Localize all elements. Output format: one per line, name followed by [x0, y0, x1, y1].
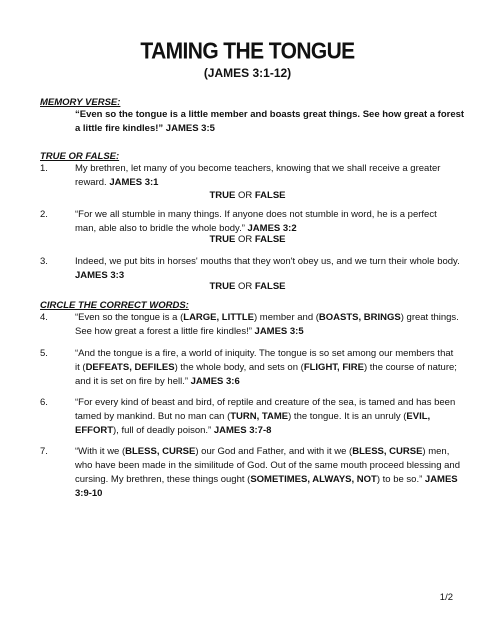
item-text: ) the whole body, and sets on ( — [174, 362, 304, 373]
answer-choices[interactable]: BLESS, CURSE — [125, 446, 196, 457]
true-false-answer-2 — [0, 234, 495, 245]
item-number: 1. — [40, 163, 48, 174]
answer-choices[interactable]: EVIL, EFFORT — [75, 411, 431, 436]
item-number: 2. — [40, 209, 48, 220]
or-word: OR — [238, 281, 253, 292]
item-number: 6. — [40, 397, 48, 408]
true-option[interactable]: TRUE — [209, 234, 236, 245]
circle-item-4 — [75, 311, 460, 339]
item-text: “For every kind of beast and bird, of reptile and creature of the sea, is tamed and has been tamed by mankind. But no man can ( — [75, 397, 456, 422]
item-number: 7. — [40, 446, 48, 457]
page-number: 1/2 — [439, 592, 453, 603]
item-text: ) our God and Father, and with it we ( — [195, 446, 353, 457]
answer-choices[interactable]: FLIGHT, FIRE — [303, 362, 364, 373]
answer-choices[interactable]: LARGE, LITTLE — [183, 312, 254, 323]
answer-choices[interactable]: JAMES 3:9-10 — [75, 474, 458, 499]
false-option[interactable]: FALSE — [254, 190, 286, 201]
true-false-heading: TRUE OR FALSE: — [40, 151, 120, 162]
item-text: “Even so the tongue is a ( — [75, 312, 184, 323]
item-text: ) great things. See how great a forest a little fire kindles!” — [75, 312, 459, 337]
item-number: 3. — [40, 256, 48, 267]
answer-choices[interactable]: BLESS, CURSE — [352, 446, 423, 457]
or-word: OR — [238, 234, 253, 245]
circle-item-7 — [75, 445, 460, 501]
item-reference: JAMES 3:2 — [247, 223, 297, 234]
item-text: ) men, who have been made in the similitude of God. Out of the same mouth proceed blessing and cursing. My brethren, these things ought ( — [75, 446, 460, 485]
answer-choices[interactable]: DEFEATS, DEFILES — [85, 362, 175, 373]
true-false-answer-1 — [0, 190, 495, 201]
item-reference: JAMES 3:1 — [109, 177, 159, 188]
item-text: “With it we ( — [75, 446, 126, 457]
answer-choices[interactable]: BOASTS, BRINGS — [318, 312, 401, 323]
answer-choices[interactable]: SOMETIMES, ALWAYS, NOT — [250, 474, 377, 485]
item-text: ) member and ( — [253, 312, 319, 323]
circle-item-6 — [75, 396, 460, 438]
circle-words-heading: CIRCLE THE CORRECT WORDS: — [40, 300, 189, 311]
item-text: ), full of deadly poison.” — [113, 425, 214, 436]
memory-verse-heading: MEMORY VERSE: — [40, 97, 121, 108]
page-subtitle: (JAMES 3:1-12) — [203, 66, 292, 80]
item-text: Indeed, we put bits in horses' mouths that they won't obey us, and we turn their whole body. — [75, 256, 460, 267]
memory-verse-text: “Even so the tongue is a little member and boasts great things. See how great a forest a little fire kindles!” JAMES 3:5 — [75, 109, 465, 134]
item-text: My brethren, let many of you become teachers, knowing that we shall receive a greater reward. — [75, 163, 441, 188]
item-text: “And the tongue is a fire, a world of iniquity. The tongue is so set among our members that it ( — [75, 348, 454, 373]
answer-choices[interactable]: TURN, TAME — [230, 411, 289, 422]
item-text: ) the tongue. It is an unruly ( — [288, 411, 407, 422]
true-option[interactable]: TRUE — [209, 281, 236, 292]
answer-choices[interactable]: JAMES 3:6 — [190, 376, 240, 387]
answer-choices[interactable]: JAMES 3:5 — [254, 326, 304, 337]
circle-item-5 — [75, 347, 460, 389]
true-false-item-3 — [75, 255, 460, 283]
item-reference: JAMES 3:3 — [75, 270, 125, 281]
true-false-answer-3 — [0, 281, 495, 292]
item-text: “For we all stumble in many things. If anyone does not stumble in word, he is a perfect man, able also to bridle the whole body.” — [75, 209, 437, 234]
item-text: ) the course of nature; and it is set on fire by hell.” — [75, 362, 457, 387]
false-option[interactable]: FALSE — [254, 281, 286, 292]
true-option[interactable]: TRUE — [209, 190, 236, 201]
false-option[interactable]: FALSE — [254, 234, 286, 245]
true-false-item-2 — [75, 208, 460, 236]
item-number: 4. — [40, 312, 48, 323]
item-text: ) to be so.” — [376, 474, 425, 485]
true-false-item-1 — [75, 162, 460, 190]
item-number: 5. — [40, 348, 48, 359]
answer-choices[interactable]: JAMES 3:7-8 — [213, 425, 272, 436]
page-title: TAMING THE TONGUE — [140, 39, 355, 64]
or-word: OR — [238, 190, 253, 201]
